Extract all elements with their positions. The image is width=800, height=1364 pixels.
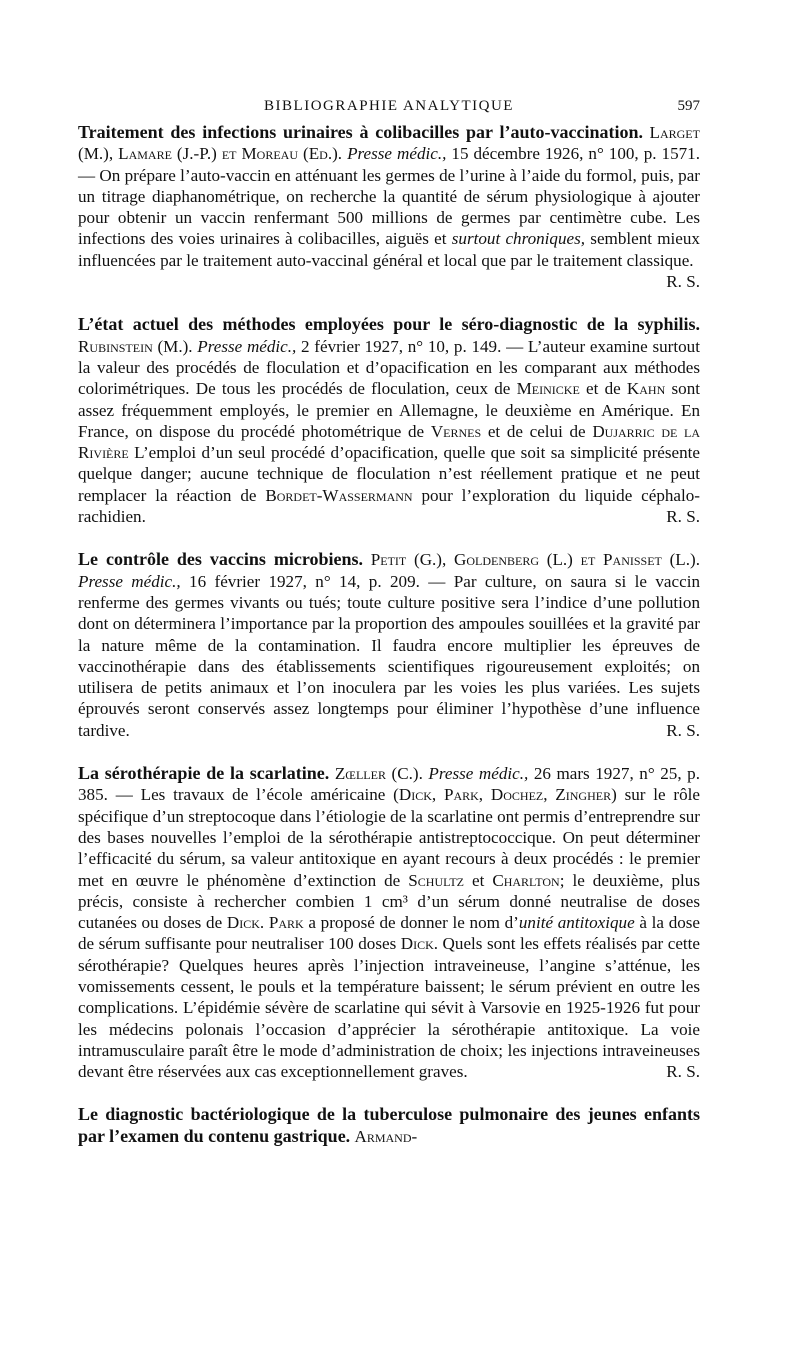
abstract-text: — L’auteur examine surtout la valeur des procédés de floculation et d’opacification en les comparant aux méthodes colorimétriques. De tous les procédés de floculation, ceux de	[78, 336, 700, 399]
abstract-paragraph	[78, 122, 700, 292]
page	[78, 92, 700, 1169]
abstract-paragraph	[78, 763, 700, 1082]
author: Lamare (J.-P.) et	[118, 144, 242, 164]
entry-title: Le diagnostic bactériologique de la tuberculose pulmonaire des jeunes enfants par l’examen du contenu gastrique.	[78, 1104, 700, 1146]
journal-name: Presse médic.,	[78, 571, 181, 591]
abstract-text: — Les travaux de l’école américaine (	[107, 785, 399, 805]
abstract-text: — Par culture, on saura si le vaccin renferme des germes vivants ou tués; toute culture positive sera l’indice d’une pollution dont on déterminera l’importance par la proportion des ampoules souillées et la gravité par la nature même de la contamination. Il faudra encore multiplier les épreuves de vaccinothérapie dans des établissements scientifiques rigoureusement exploités; on utilisera de petits animaux et l’on inoculera par les voies les plus variées. Les sujets éprouvés seront conservés assez longtemps pour éliminer l’hypothèse d’une influence tardive.	[78, 571, 700, 740]
entry-title: La sérothérapie de la scarlatine.	[78, 763, 330, 784]
journal-name: Presse médic.,	[347, 144, 447, 164]
abstract-entry-4	[78, 763, 700, 1082]
author: Rubinstein (M.).	[78, 336, 193, 356]
abstract-text: a proposé de donner le nom d’	[303, 913, 519, 933]
citation: 26 mars 1927, n° 25, p. 385.	[78, 764, 700, 805]
person-name: Meinicke	[516, 379, 580, 399]
abstract-text: ; le deuxième, plus précis, consiste à rechercher combien 1 cm³ d’un sérum donné neutralise de doses cutanées ou doses de	[78, 870, 700, 933]
author: Armand-	[354, 1126, 418, 1146]
signature: R. S.	[666, 1062, 700, 1082]
person-name: Vernes	[430, 421, 482, 441]
page-number: 597	[677, 98, 700, 114]
abstract-entry-5	[78, 1104, 700, 1147]
abstract-text: et de celui de	[481, 421, 593, 441]
author: Goldenberg (L.) et	[454, 550, 604, 570]
running-header	[78, 92, 700, 118]
abstract-paragraph	[78, 314, 700, 527]
person-name: Dick.	[400, 934, 439, 954]
abstract-paragraph	[78, 1104, 700, 1147]
abstract-paragraph	[78, 549, 700, 741]
abstract-text: Quels sont les effets réalisés par cette sérothérapie? Quelques heures après l’injection intraveineuse, l’angine s’atténue, les vomissements cessent, le pouls et la température baissent; le sérum prévient en outre les complications. L’épidémie sévère de scarlatine qui sévit à Varsovie en 1925-1926 fut pour les médecins polonais l’occasion d’apprécier la sérothérapie antitoxique. La voie intramusculaire paraît être le mode d’administration de choix; les injections intraveineuses devant être réservées aux cas exceptionnellement graves.	[78, 934, 700, 1082]
entry-title: Le contrôle des vaccins microbiens.	[78, 549, 364, 570]
author: Larget (M.),	[78, 123, 700, 164]
abstract-text: et	[464, 870, 493, 890]
abstract-text: sont assez fréquemment employés, le premier en Allemagne, le deuxième en Amérique. En France, on dispose du procédé photométrique de	[78, 379, 700, 441]
author: Moreau (Ed.).	[241, 144, 343, 164]
person-name: Schultz	[408, 870, 464, 890]
person-name: Park	[268, 913, 304, 933]
signature: R. S.	[666, 272, 700, 292]
person-name: Kahn	[626, 379, 666, 399]
journal-name: Presse médic.,	[197, 336, 297, 356]
abstract-entry-3	[78, 549, 700, 741]
abstract-text: et de	[579, 379, 627, 399]
person-name: Dick.	[226, 913, 265, 933]
abstract-entry-2	[78, 314, 700, 527]
abstract-text: à la dose de sérum suffisante pour neutraliser 100 doses	[78, 913, 701, 954]
abstract-text: L’emploi d’un seul procédé d’opacification, quelle que soit sa simplicité présente quelque danger; aucune technique de floculation n’est réellement pratique et ne peut remplacer la réaction de	[78, 443, 700, 505]
person-name: Bordet-Wassermann	[265, 485, 413, 505]
abstract-text: ) sur le rôle spécifique d’un streptocoque dans l’étiologie de la scarlatine ont permis d’entreprendre sur des bases nouvelles l’emploi de la sérothérapie antistreptococcique. On peut déterminer l’efficacité du sérum, sa valeur antitoxique en ayant recours à deux procédés : le premier met en œuvre le phénomène d’extinction de	[78, 785, 700, 890]
abstract-entry-1	[78, 122, 700, 292]
author: Petit (G.),	[370, 550, 455, 570]
entry-title: Traitement des infections urinaires à colibacilles par l’auto-vaccination.	[78, 122, 643, 142]
abstract-text-italic: unité antitoxique	[518, 913, 635, 933]
abstract-text: pour l’exploration du liquide céphalo-rachidien.	[78, 485, 700, 527]
author: Panisset (L.).	[603, 550, 700, 570]
abstract-text-italic: surtout chroniques,	[451, 229, 586, 249]
citation: 2 février 1927, n° 10, p. 149.	[296, 336, 502, 356]
citation: 16 février 1927, n° 14, p. 209.	[180, 571, 420, 591]
journal-name: Presse médic.,	[428, 764, 529, 784]
abstract-text: — On prépare l’auto-vaccin en atténuant les germes de l’urine à l’aide du formol, puis, par un titrage diaphanométrique, on recherche la quantité de sérum physiologique à ajouter pour obtenir un vaccin renfermant 500 millions de germes par centimètre cube. Les infections des voies urinaires à colibacilles, aiguës et	[78, 165, 700, 249]
author: Zœller (C.).	[334, 764, 423, 784]
entry-title: L’état actuel des méthodes employées pour le séro-diagnostic de la syphilis.	[78, 314, 700, 335]
signature: R. S.	[666, 720, 700, 740]
citation: 15 décembre 1926, n° 100, p. 1571.	[446, 144, 700, 164]
person-name: Dujarric de la Rivière	[78, 421, 700, 463]
signature: R. S.	[666, 507, 700, 527]
person-name: Dick, Park, Dochez, Zingher	[398, 785, 612, 805]
person-name: Charlton	[492, 870, 560, 890]
abstract-text: semblent mieux influencées par le traitement auto-vaccinal général et local que par le traitement classique.	[78, 229, 700, 270]
running-title: BIBLIOGRAPHIE ANALYTIQUE	[264, 98, 514, 114]
